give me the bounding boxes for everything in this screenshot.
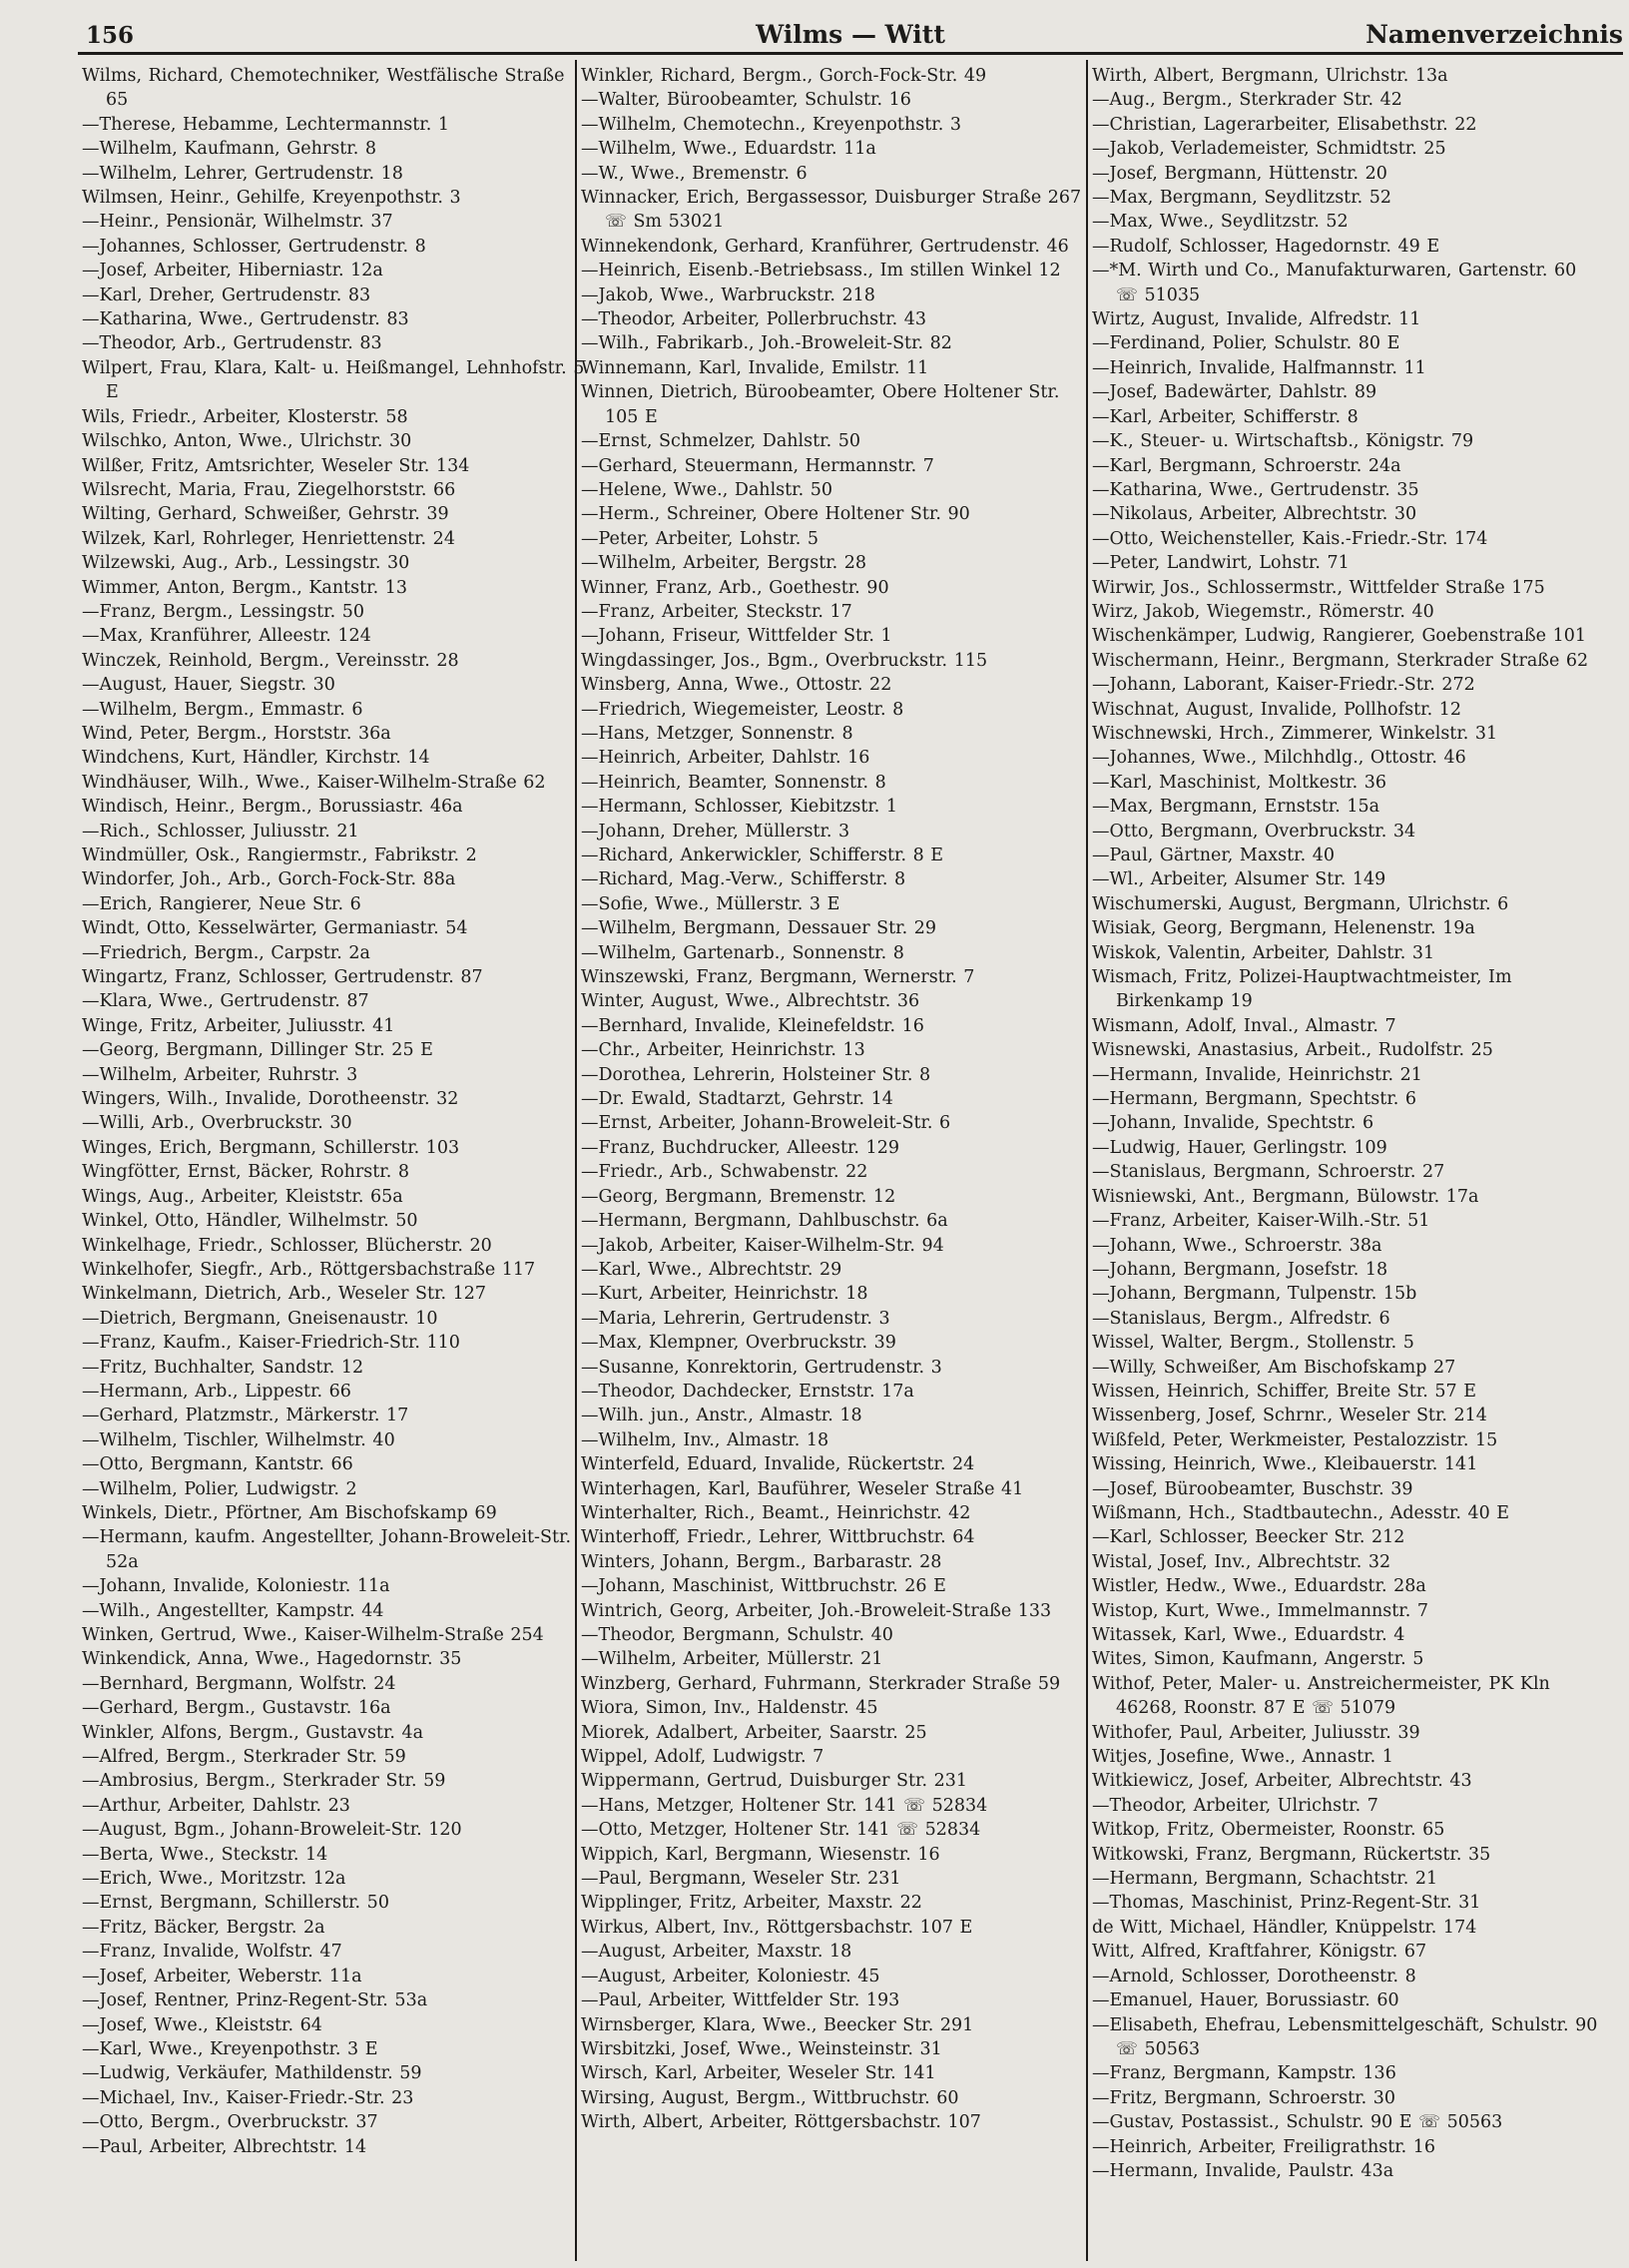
directory-entry: —Ernst, Bergmann, Schillerstr. 50 — [82, 1893, 389, 1914]
directory-entry: —Hermann, Arb., Lippestr. 66 — [82, 1381, 351, 1402]
directory-entry: Winkendick, Anna, Wwe., Hagedornstr. 35 — [82, 1649, 462, 1670]
directory-entry: Winter, August, Wwe., Albrechtstr. 36 — [581, 991, 920, 1012]
directory-entry: Wintrich, Georg, Arbeiter, Joh.-Broweleit-Straße 133 — [581, 1600, 1052, 1621]
directory-entry: Winkler, Alfons, Bergm., Gustavstr. 4a — [82, 1722, 424, 1743]
directory-entry: Wippermann, Gertrud, Duisburger Str. 231 — [581, 1771, 967, 1792]
directory-entry: —Ludwig, Hauer, Gerlingstr. 109 — [1092, 1137, 1387, 1158]
directory-entry: —Michael, Inv., Kaiser-Friedr.-Str. 23 — [82, 2087, 414, 2108]
directory-entry: —Max, Bergmann, Seydlitzstr. 52 — [1092, 188, 1392, 209]
directory-entry: —Berta, Wwe., Steckstr. 14 — [82, 1844, 328, 1865]
directory-entry: —Wilhelm, Tischler, Wilhelmstr. 40 — [82, 1429, 395, 1450]
directory-entry: Wimmer, Anton, Bergm., Kantstr. 13 — [82, 577, 407, 598]
directory-entry: Wilschko, Anton, Wwe., Ulrichstr. 30 — [82, 431, 412, 452]
directory-entry: —Wilhelm, Kaufmann, Gehrstr. 8 — [82, 139, 376, 160]
directory-entry: Wings, Aug., Arbeiter, Kleiststr. 65a — [82, 1186, 403, 1207]
directory-entry: —Wilhelm, Polier, Ludwigstr. 2 — [82, 1478, 357, 1499]
directory-entry: Winczek, Reinhold, Bergm., Vereinsstr. 28 — [82, 650, 459, 671]
directory-entry: —Johann, Bergmann, Josefstr. 18 — [1092, 1259, 1388, 1280]
directory-entry: —Gustav, Postassist., Schulstr. 90 E ☏ 50563 — [1092, 2112, 1503, 2133]
directory-entry: —Josef, Arbeiter, Weberstr. 11a — [82, 1966, 362, 1986]
directory-entry: —Karl, Wwe., Albrechtstr. 29 — [581, 1259, 842, 1280]
directory-entry: —Heinr., Pensionär, Wilhelmstr. 37 — [82, 212, 393, 233]
directory-entry: —Johannes, Schlosser, Gertrudenstr. 8 — [82, 236, 426, 257]
directory-entry: —Johann, Dreher, Müllerstr. 3 — [581, 821, 850, 842]
directory-entry: Winters, Johann, Bergm., Barbarastr. 28 — [581, 1551, 942, 1572]
directory-entry: —Heinrich, Arbeiter, Freiligrathstr. 16 — [1092, 2136, 1436, 2157]
directory-entry: Wiora, Simon, Inv., Haldenstr. 45 — [581, 1698, 878, 1719]
directory-entry: Wiskok, Valentin, Arbeiter, Dahlstr. 31 — [1092, 942, 1435, 963]
directory-entry: —Josef, Badewärter, Dahlstr. 89 — [1092, 382, 1377, 403]
directory-entry: —Peter, Arbeiter, Lohstr. 5 — [581, 528, 819, 549]
directory-entry: Wistop, Kurt, Wwe., Immelmannstr. 7 — [1092, 1600, 1428, 1621]
directory-entry: Withofer, Paul, Arbeiter, Juliusstr. 39 — [1092, 1722, 1420, 1743]
directory-entry: —Heinrich, Beamter, Sonnenstr. 8 — [581, 772, 886, 793]
directory-entry: —Heinrich, Arbeiter, Dahlstr. 16 — [581, 748, 870, 769]
directory-entry: Wisnewski, Anastasius, Arbeit., Rudolfstr. 25 — [1092, 1040, 1493, 1061]
directory-entry: —Aug., Bergm., Sterkrader Str. 42 — [1092, 90, 1402, 111]
directory-entry: —Theodor, Arbeiter, Pollerbruchstr. 43 — [581, 309, 927, 330]
directory-entry: Wilzewski, Aug., Arb., Lessingstr. 30 — [82, 553, 410, 574]
directory-entry: Wissel, Walter, Bergm., Stollenstr. 5 — [1092, 1333, 1414, 1354]
directory-entry: —Wilhelm, Inv., Almastr. 18 — [581, 1429, 829, 1450]
directory-entry: —Hermann, kaufm. Angestellter, Johann-Broweleit-Str. 52a — [82, 1527, 572, 1572]
directory-entry: Wirz, Jakob, Wiegemstr., Römerstr. 40 — [1092, 601, 1434, 622]
directory-entry: —Friedrich, Wiegemeister, Leostr. 8 — [581, 699, 904, 720]
directory-entry: —Franz, Bergm., Lessingstr. 50 — [82, 601, 364, 622]
directory-entry: —Gerhard, Platzmstr., Märkerstr. 17 — [82, 1406, 409, 1426]
directory-entry: Wingfötter, Ernst, Bäcker, Rohrstr. 8 — [82, 1162, 409, 1183]
directory-entry: —Paul, Bergmann, Weseler Str. 231 — [581, 1869, 901, 1890]
directory-entry: Wind, Peter, Bergm., Horststr. 36a — [82, 723, 391, 744]
directory-entry: Witkowski, Franz, Bergmann, Rückertstr. 35 — [1092, 1844, 1491, 1865]
directory-entry: Wissing, Heinrich, Wwe., Kleibauerstr. 141 — [1092, 1454, 1478, 1475]
directory-entry: —Paul, Gärtner, Maxstr. 40 — [1092, 846, 1335, 865]
directory-entry: Winzberg, Gerhard, Fuhrmann, Sterkrader Straße 59 — [581, 1673, 1061, 1694]
directory-entry: —Therese, Hebamme, Lechtermannstr. 1 — [82, 114, 449, 135]
directory-entry: Wirtz, August, Invalide, Alfredstr. 11 — [1092, 309, 1421, 330]
directory-entry: Wilmsen, Heinr., Gehilfe, Kreyenpothstr. 3 — [82, 188, 461, 209]
directory-entry: —Heinrich, Eisenb.-Betriebsass., Im stillen Winkel 12 — [581, 261, 1061, 282]
directory-entry: —Rudolf, Schlosser, Hagedornstr. 49 E — [1092, 236, 1440, 257]
directory-entry: —Friedrich, Bergm., Carpstr. 2a — [82, 942, 370, 963]
directory-entry: —Johann, Friseur, Wittfelder Str. 1 — [581, 626, 892, 647]
directory-entry: —Otto, Metzger, Holtener Str. 141 ☏ 52834 — [581, 1820, 981, 1841]
directory-entry: Witkiewicz, Josef, Arbeiter, Albrechtstr. 43 — [1092, 1771, 1472, 1792]
directory-entry: —Theodor, Arbeiter, Ulrichstr. 7 — [1092, 1795, 1378, 1816]
directory-entry: —Hermann, Schlosser, Kiebitzstr. 1 — [581, 797, 898, 818]
directory-entry: —Elisabeth, Ehefrau, Lebensmittelgeschäft, Schulstr. 90 ☏ 50563 — [1092, 2014, 1598, 2059]
directory-entry: Wismach, Fritz, Polizei-Hauptwachtmeister, Im Birkenkamp 19 — [1092, 967, 1512, 1012]
directory-entry: —Paul, Arbeiter, Wittfelder Str. 193 — [581, 1990, 900, 2011]
directory-entry: Wissenberg, Josef, Schrnr., Weseler Str. 214 — [1092, 1406, 1487, 1426]
directory-entry: —Hermann, Bergmann, Schachtstr. 21 — [1092, 1869, 1438, 1890]
directory-entry: —*M. Wirth und Co., Manufakturwaren, Gartenstr. 60 ☏ 51035 — [1092, 261, 1577, 305]
directory-entry: Wisiak, Georg, Bergmann, Helenenstr. 19a — [1092, 918, 1475, 939]
directory-entry: Wirth, Albert, Arbeiter, Röttgersbachstr. 107 — [581, 2112, 981, 2133]
directory-entry: Wirnsberger, Klara, Wwe., Beecker Str. 291 — [581, 2014, 974, 2035]
directory-entry: —Jakob, Arbeiter, Kaiser-Wilhelm-Str. 94 — [581, 1235, 944, 1256]
directory-entry: —August, Bgm., Johann-Broweleit-Str. 120 — [82, 1820, 462, 1841]
directory-entry: —Fritz, Buchhalter, Sandstr. 12 — [82, 1357, 364, 1378]
directory-entry: —Wilhelm, Bergm., Emmastr. 6 — [82, 699, 363, 720]
directory-entry: Wilting, Gerhard, Schweißer, Gehrstr. 39 — [82, 504, 449, 525]
directory-entry: —Theodor, Bergmann, Schulstr. 40 — [581, 1625, 893, 1645]
directory-entry: Winkelhofer, Siegfr., Arb., Röttgersbachstraße 117 — [82, 1259, 536, 1280]
directory-entry: —Georg, Bergmann, Dillinger Str. 25 E — [82, 1040, 433, 1061]
directory-entry: Winnacker, Erich, Bergassessor, Duisburger Straße 267 ☏ Sm 53021 — [581, 188, 1082, 233]
directory-entry: —Wilhelm, Lehrer, Gertrudenstr. 18 — [82, 163, 403, 184]
directory-entry: —Hans, Metzger, Holtener Str. 141 ☏ 52834 — [581, 1795, 988, 1816]
directory-entry: Windhäuser, Wilh., Wwe., Kaiser-Wilhelm-Straße 62 — [82, 772, 546, 793]
directory-entry: Witassek, Karl, Wwe., Eduardstr. 4 — [1092, 1625, 1405, 1645]
directory-entry: —Dorothea, Lehrerin, Holsteiner Str. 8 — [581, 1064, 931, 1085]
directory-entry: Wirsch, Karl, Arbeiter, Weseler Str. 141 — [581, 2063, 936, 2084]
directory-entry: —Alfred, Bergm., Sterkrader Str. 59 — [82, 1747, 406, 1768]
directory-entry: Wilßer, Fritz, Amtsrichter, Weseler Str. 134 — [82, 455, 470, 476]
directory-entry: Miorek, Adalbert, Arbeiter, Saarstr. 25 — [581, 1722, 927, 1743]
directory-entry: Wirth, Albert, Bergmann, Ulrichstr. 13a — [1092, 66, 1448, 86]
directory-entry: —Franz, Kaufm., Kaiser-Friedrich-Str. 110 — [82, 1333, 460, 1354]
directory-entry: —Erich, Wwe., Moritzstr. 12a — [82, 1869, 346, 1890]
page-title: Wilms — Witt — [756, 20, 945, 49]
column-2 — [581, 64, 1088, 2265]
directory-entry: Windt, Otto, Kesselwärter, Germaniastr. 54 — [82, 918, 468, 939]
directory-entry: —Thomas, Maschinist, Prinz-Regent-Str. 31 — [1092, 1893, 1481, 1914]
directory-entry: Winkelmann, Dietrich, Arb., Weseler Str. 127 — [82, 1284, 486, 1305]
directory-entry: —Wilh., Angestellter, Kampstr. 44 — [82, 1600, 384, 1621]
directory-entry: de Witt, Michael, Händler, Knüppelstr. 174 — [1092, 1917, 1477, 1938]
directory-entry: —W., Wwe., Bremenstr. 6 — [581, 163, 808, 184]
directory-entry: —Richard, Ankerwickler, Schifferstr. 8 E — [581, 846, 944, 865]
directory-entry: —Johann, Laborant, Kaiser-Friedr.-Str. 272 — [1092, 675, 1475, 696]
directory-entry: Windmüller, Osk., Rangiermstr., Fabrikstr. 2 — [82, 846, 477, 865]
directory-entry: —Karl, Bergmann, Schroerstr. 24a — [1092, 455, 1401, 476]
directory-entry: —Otto, Weichensteller, Kais.-Friedr.-Str. 174 — [1092, 528, 1488, 549]
directory-entry: —Johann, Maschinist, Wittbruchstr. 26 E — [581, 1576, 946, 1597]
section-title: Namenverzeichnis — [1365, 20, 1623, 49]
directory-entry: Winsberg, Anna, Wwe., Ottostr. 22 — [581, 675, 892, 696]
directory-entry: —Wilh., Fabrikarb., Joh.-Broweleit-Str. 82 — [581, 333, 952, 354]
directory-entry: Wites, Simon, Kaufmann, Angerstr. 5 — [1092, 1649, 1424, 1670]
directory-entry: Winken, Gertrud, Wwe., Kaiser-Wilhelm-Straße 254 — [82, 1625, 544, 1645]
directory-entry: —Fritz, Bäcker, Bergstr. 2a — [82, 1917, 325, 1938]
directory-entry: Wilms, Richard, Chemotechniker, Westfälische Straße 65 — [82, 66, 565, 111]
directory-entry: —Fritz, Bergmann, Schroerstr. 30 — [1092, 2087, 1395, 2108]
directory-entry: —Ludwig, Verkäufer, Mathildenstr. 59 — [82, 2063, 422, 2084]
directory-entry: —Franz, Arbeiter, Kaiser-Wilh.-Str. 51 — [1092, 1211, 1430, 1232]
directory-entry: —Jakob, Wwe., Warbruckstr. 218 — [581, 284, 875, 305]
directory-entry: —Nikolaus, Arbeiter, Albrechtstr. 30 — [1092, 504, 1417, 525]
directory-entry: Witjes, Josefine, Wwe., Annastr. 1 — [1092, 1747, 1393, 1768]
directory-entry: Wischnat, August, Invalide, Pollhofstr. 12 — [1092, 699, 1462, 720]
directory-entry: —Maria, Lehrerin, Gertrudenstr. 3 — [581, 1308, 890, 1329]
directory-entry: Wischnewski, Hrch., Zimmerer, Winkelstr. 31 — [1092, 723, 1498, 744]
directory-entry: —Franz, Bergmann, Kampstr. 136 — [1092, 2063, 1396, 2084]
directory-entry: —Katharina, Wwe., Gertrudenstr. 83 — [82, 309, 409, 330]
column-1 — [82, 64, 589, 2265]
directory-entry: —Hermann, Bergmann, Spechtstr. 6 — [1092, 1089, 1417, 1110]
directory-entry: Wisniewski, Ant., Bergmann, Bülowstr. 17a — [1092, 1186, 1479, 1207]
directory-entry: —Herm., Schreiner, Obere Holtener Str. 90 — [581, 504, 970, 525]
directory-entry: —Max, Bergmann, Ernststr. 15a — [1092, 797, 1380, 818]
directory-entry: —Karl, Dreher, Gertrudenstr. 83 — [82, 284, 371, 305]
directory-entry: —Gerhard, Bergm., Gustavstr. 16a — [82, 1698, 391, 1719]
directory-entry: —Arthur, Arbeiter, Dahlstr. 23 — [82, 1795, 350, 1816]
directory-entry: —Jakob, Verlademeister, Schmidtstr. 25 — [1092, 139, 1446, 160]
directory-entry: —Wl., Arbeiter, Alsumer Str. 149 — [1092, 869, 1386, 890]
directory-entry: —Arnold, Schlosser, Dorotheenstr. 8 — [1092, 1966, 1416, 1986]
directory-entry: —Josef, Bergmann, Hüttenstr. 20 — [1092, 163, 1387, 184]
directory-entry: Winner, Franz, Arb., Goethestr. 90 — [581, 577, 889, 598]
directory-entry: —Paul, Arbeiter, Albrechtstr. 14 — [82, 2136, 367, 2157]
directory-entry: —Bernhard, Invalide, Kleinefeldstr. 16 — [581, 1015, 924, 1036]
directory-entry: Wirwir, Jos., Schlossermstr., Wittfelder Straße 175 — [1092, 577, 1545, 598]
directory-entry: —Theodor, Arb., Gertrudenstr. 83 — [82, 333, 382, 354]
directory-entry: —Johann, Invalide, Spechtstr. 6 — [1092, 1113, 1374, 1134]
directory-entry: —Dietrich, Bergmann, Gneisenaustr. 10 — [82, 1308, 438, 1329]
directory-entry: —Josef, Büroobeamter, Buschstr. 39 — [1092, 1478, 1413, 1499]
directory-entry: Wirkus, Albert, Inv., Röttgersbachstr. 107 E — [581, 1917, 973, 1938]
directory-entry: Winkelhage, Friedr., Schlosser, Blücherstr. 20 — [82, 1235, 492, 1256]
directory-entry: —Chr., Arbeiter, Heinrichstr. 13 — [581, 1040, 865, 1061]
directory-entry: —Stanislaus, Bergm., Alfredstr. 6 — [1092, 1308, 1390, 1329]
directory-entry: —Ferdinand, Polier, Schulstr. 80 E — [1092, 333, 1400, 354]
directory-entry: Winterhagen, Karl, Bauführer, Weseler Straße 41 — [581, 1478, 1024, 1499]
directory-entry: —Dr. Ewald, Stadtarzt, Gehrstr. 14 — [581, 1089, 893, 1110]
directory-entry: —Willi, Arb., Overbruckstr. 30 — [82, 1113, 352, 1134]
directory-entry: —Wilhelm, Chemotechn., Kreyenpothstr. 3 — [581, 114, 961, 135]
directory-entry: —Emanuel, Hauer, Borussiastr. 60 — [1092, 1990, 1399, 2011]
directory-entry: Windorfer, Joh., Arb., Gorch-Fock-Str. 88a — [82, 869, 456, 890]
directory-entry: —Klara, Wwe., Gertrudenstr. 87 — [82, 991, 369, 1012]
directory-entry: Wißmann, Hch., Stadtbautechn., Adesstr. 40 E — [1092, 1502, 1510, 1523]
directory-entry: Windisch, Heinr., Bergm., Borussiastr. 46a — [82, 797, 463, 818]
directory-entry: —Wilhelm, Arbeiter, Bergstr. 28 — [581, 553, 867, 574]
directory-entry: Wilsrecht, Maria, Frau, Ziegelhorststr. 66 — [82, 479, 456, 500]
directory-entry: Wils, Friedr., Arbeiter, Klosterstr. 58 — [82, 406, 408, 427]
directory-entry: —Karl, Maschinist, Moltkestr. 36 — [1092, 772, 1386, 793]
directory-entry: Wischumerski, August, Bergmann, Ulrichstr. 6 — [1092, 893, 1509, 914]
directory-entry: —Johann, Wwe., Schroerstr. 38a — [1092, 1235, 1382, 1256]
directory-entry: Wingers, Wilh., Invalide, Dorotheenstr. 32 — [82, 1089, 459, 1110]
directory-entry: Witkop, Fritz, Obermeister, Roonstr. 65 — [1092, 1820, 1445, 1841]
directory-entry: Winterfeld, Eduard, Invalide, Rückertstr. 24 — [581, 1454, 975, 1475]
directory-entry: —Otto, Bergmann, Kantstr. 66 — [82, 1454, 353, 1475]
directory-entry: —Bernhard, Bergmann, Wolfstr. 24 — [82, 1673, 396, 1694]
directory-entry: Wingdassinger, Jos., Bgm., Overbruckstr. 115 — [581, 650, 988, 671]
directory-entry: —Wilhelm, Gartenarb., Sonnenstr. 8 — [581, 942, 904, 963]
directory-entry: —Friedr., Arb., Schwabenstr. 22 — [581, 1162, 868, 1183]
directory-entry: —Johannes, Wwe., Milchhdlg., Ottostr. 46 — [1092, 748, 1466, 769]
directory-entry: —Josef, Rentner, Prinz-Regent-Str. 53a — [82, 1990, 428, 2011]
directory-entry: Wingartz, Franz, Schlosser, Gertrudenstr. 87 — [82, 967, 483, 988]
directory-entry: —Richard, Mag.-Verw., Schifferstr. 8 — [581, 869, 906, 890]
directory-entry: —Wilhelm, Arbeiter, Ruhrstr. 3 — [82, 1064, 358, 1085]
column-3 — [1092, 64, 1599, 2265]
directory-entry: Witt, Alfred, Kraftfahrer, Königstr. 67 — [1092, 1942, 1427, 1963]
page-number: 156 — [86, 22, 135, 49]
directory-entry: Wirsbitzki, Josef, Wwe., Weinsteinstr. 31 — [581, 2038, 942, 2059]
directory-entry: —Hermann, Invalide, Paulstr. 43a — [1092, 2160, 1394, 2181]
directory-entry: —Karl, Wwe., Kreyenpothstr. 3 E — [82, 2038, 378, 2059]
directory-entry: —Hans, Metzger, Sonnenstr. 8 — [581, 723, 853, 744]
directory-entry: —Ernst, Arbeiter, Johann-Broweleit-Str. 6 — [581, 1113, 951, 1134]
directory-entry: —Hermann, Bergmann, Dahlbuschstr. 6a — [581, 1211, 948, 1232]
directory-entry: —Ernst, Schmelzer, Dahlstr. 50 — [581, 431, 860, 452]
directory-entry: Winnemann, Karl, Invalide, Emilstr. 11 — [581, 357, 929, 378]
directory-entry: Winszewski, Franz, Bergmann, Wernerstr. 7 — [581, 967, 975, 988]
directory-entry: —Josef, Arbeiter, Hiberniastr. 12a — [82, 261, 383, 282]
directory-entry: —Rich., Schlosser, Juliusstr. 21 — [82, 821, 359, 842]
directory-entry: Wischenkämper, Ludwig, Rangierer, Goebenstraße 101 — [1092, 626, 1586, 647]
directory-entry: —Wilh. jun., Anstr., Almastr. 18 — [581, 1406, 862, 1426]
directory-entry: —Josef, Wwe., Kleiststr. 64 — [82, 2014, 322, 2035]
directory-entry: —Johann, Bergmann, Tulpenstr. 15b — [1092, 1284, 1417, 1305]
directory-entry: Winnekendonk, Gerhard, Kranführer, Gertrudenstr. 46 — [581, 236, 1069, 257]
directory-entry: —August, Arbeiter, Maxstr. 18 — [581, 1942, 852, 1963]
directory-entry: Wismann, Adolf, Inval., Almastr. 7 — [1092, 1015, 1396, 1036]
page-header — [78, 18, 1623, 55]
directory-entry: —Georg, Bergmann, Bremenstr. 12 — [581, 1186, 896, 1207]
directory-entry: Winkels, Dietr., Pförtner, Am Bischofskamp 69 — [82, 1502, 497, 1523]
directory-entry: Winkel, Otto, Händler, Wilhelmstr. 50 — [82, 1211, 418, 1232]
directory-entry: —Franz, Buchdrucker, Alleestr. 129 — [581, 1137, 899, 1158]
directory-entry: —Kurt, Arbeiter, Heinrichstr. 18 — [581, 1284, 868, 1305]
directory-entry: Winnen, Dietrich, Büroobeamter, Obere Holtener Str. 105 E — [581, 382, 1060, 427]
directory-entry: Winterhoff, Friedr., Lehrer, Wittbruchstr. 64 — [581, 1527, 975, 1548]
directory-entry: Windchens, Kurt, Händler, Kirchstr. 14 — [82, 748, 430, 769]
directory-entry: —Franz, Arbeiter, Steckstr. 17 — [581, 601, 852, 622]
directory-entry: Winkler, Richard, Bergm., Gorch-Fock-Str. 49 — [581, 66, 987, 86]
directory-entry: Wippel, Adolf, Ludwigstr. 7 — [581, 1747, 824, 1768]
directory-entry: —Katharina, Wwe., Gertrudenstr. 35 — [1092, 479, 1419, 500]
directory-entry: Wirsing, August, Bergm., Wittbruchstr. 60 — [581, 2087, 959, 2108]
directory-entry: —August, Arbeiter, Koloniestr. 45 — [581, 1966, 880, 1986]
directory-entry: —Stanislaus, Bergmann, Schroerstr. 27 — [1092, 1162, 1445, 1183]
directory-entry: —August, Hauer, Siegstr. 30 — [82, 675, 335, 696]
directory-entry: Wippich, Karl, Bergmann, Wiesenstr. 16 — [581, 1844, 940, 1865]
directory-entry: —Wilhelm, Wwe., Eduardstr. 11a — [581, 139, 876, 160]
directory-entry: Wistal, Josef, Inv., Albrechtstr. 32 — [1092, 1551, 1391, 1572]
directory-entry: Wischermann, Heinr., Bergmann, Sterkrader Straße 62 — [1092, 650, 1589, 671]
directory-entry: —Max, Klempner, Overbruckstr. 39 — [581, 1333, 896, 1354]
directory-entry: —Hermann, Invalide, Heinrichstr. 21 — [1092, 1064, 1422, 1085]
directory-entry: —Max, Wwe., Seydlitzstr. 52 — [1092, 212, 1349, 233]
directory-entry: —K., Steuer- u. Wirtschaftsb., Königstr. 79 — [1092, 431, 1474, 452]
directory-entry: Wißfeld, Peter, Werkmeister, Pestalozzistr. 15 — [1092, 1429, 1498, 1450]
directory-entry: —Helene, Wwe., Dahlstr. 50 — [581, 479, 833, 500]
directory-entry: —Otto, Bergm., Overbruckstr. 37 — [82, 2112, 378, 2133]
directory-entry: —Wilhelm, Bergmann, Dessauer Str. 29 — [581, 918, 936, 939]
directory-entry: —Theodor, Dachdecker, Ernststr. 17a — [581, 1381, 914, 1402]
directory-entry: Wilpert, Frau, Klara, Kalt- u. Heißmangel, Lehnhofstr. 5 E — [82, 357, 585, 403]
directory-entry: —Max, Kranführer, Alleestr. 124 — [82, 626, 371, 647]
directory-entry: —Susanne, Konrektorin, Gertrudenstr. 3 — [581, 1357, 942, 1378]
directory-entry: —Gerhard, Steuermann, Hermannstr. 7 — [581, 455, 934, 476]
directory-entry: —Karl, Arbeiter, Schifferstr. 8 — [1092, 406, 1358, 427]
directory-entry: Wipplinger, Fritz, Arbeiter, Maxstr. 22 — [581, 1893, 922, 1914]
directory-entry: —Heinrich, Invalide, Halfmannstr. 11 — [1092, 357, 1426, 378]
directory-entry: —Johann, Invalide, Koloniestr. 11a — [82, 1576, 390, 1597]
directory-entry: Wilzek, Karl, Rohrleger, Henriettenstr. 24 — [82, 528, 455, 549]
directory-entry: Withof, Peter, Maler- u. Anstreichermeister, PK Kln 46268, Roonstr. 87 E ☏ 51079 — [1092, 1673, 1550, 1719]
directory-entry: Winterhalter, Rich., Beamt., Heinrichstr. 42 — [581, 1502, 971, 1523]
directory-entry: —Peter, Landwirt, Lohstr. 71 — [1092, 553, 1350, 574]
directory-entry: Wistler, Hedw., Wwe., Eduardstr. 28a — [1092, 1576, 1426, 1597]
directory-entry: —Wilhelm, Arbeiter, Müllerstr. 21 — [581, 1649, 883, 1670]
directory-entry: Winge, Fritz, Arbeiter, Juliusstr. 41 — [82, 1015, 395, 1036]
directory-entry: —Willy, Schweißer, Am Bischofskamp 27 — [1092, 1357, 1456, 1378]
directory-entry: —Walter, Büroobeamter, Schulstr. 16 — [581, 90, 911, 111]
directory-entry: —Otto, Bergmann, Overbruckstr. 34 — [1092, 821, 1416, 842]
directory-entry: —Franz, Invalide, Wolfstr. 47 — [82, 1942, 342, 1963]
directory-entry: Wissen, Heinrich, Schiffer, Breite Str. 57 E — [1092, 1381, 1476, 1402]
directory-entry: Winges, Erich, Bergmann, Schillerstr. 103 — [82, 1137, 460, 1158]
directory-entry: —Karl, Schlosser, Beecker Str. 212 — [1092, 1527, 1405, 1548]
directory-entry: —Christian, Lagerarbeiter, Elisabethstr. 22 — [1092, 114, 1477, 135]
directory-entry: —Sofie, Wwe., Müllerstr. 3 E — [581, 893, 840, 914]
directory-entry: —Ambrosius, Bergm., Sterkrader Str. 59 — [82, 1771, 446, 1792]
directory-entry: —Erich, Rangierer, Neue Str. 6 — [82, 893, 361, 914]
